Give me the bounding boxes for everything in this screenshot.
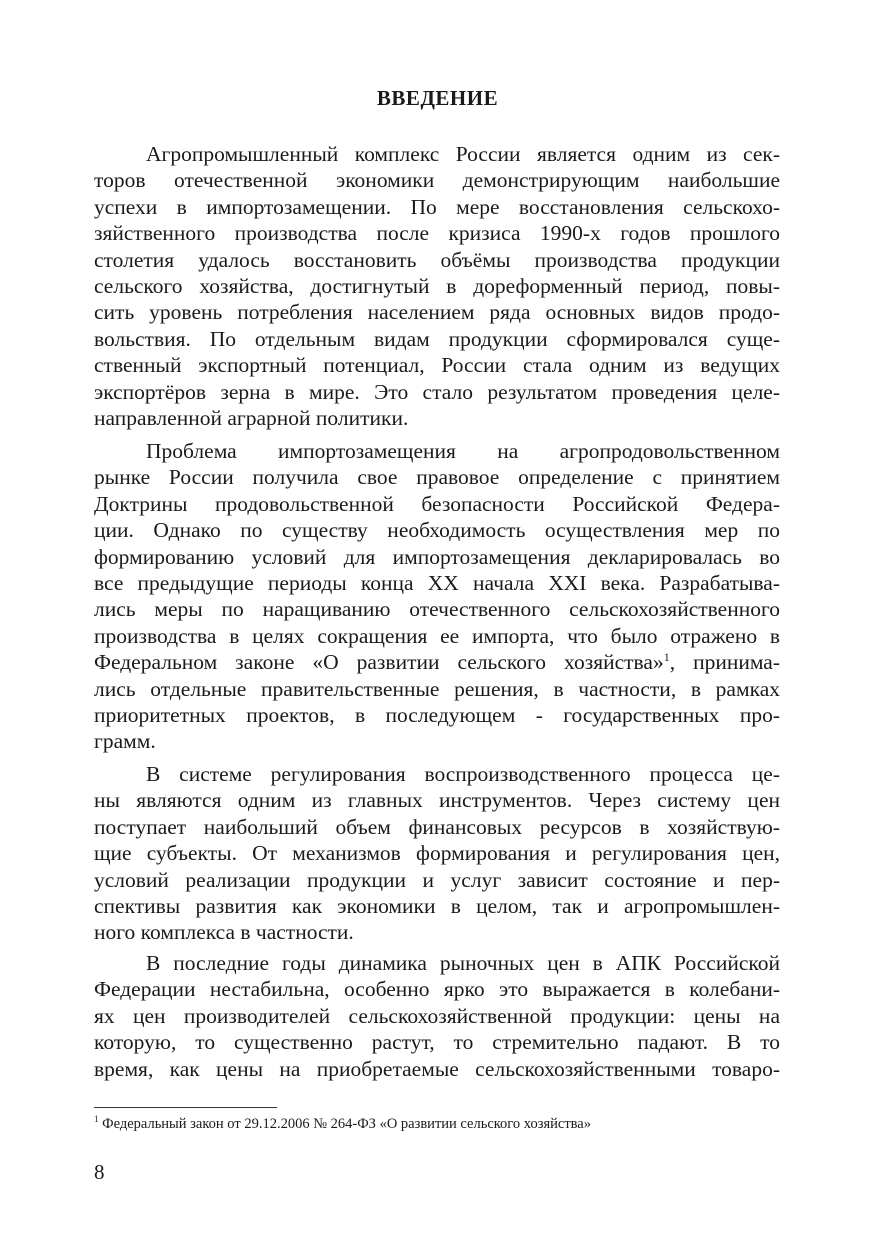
text-line: производства в целях сокращения ее импорта, что было отражено в <box>94 623 780 648</box>
text-line: ях цен производителей сельскохозяйственной продукции: цены на <box>94 1003 780 1028</box>
text-line: грамм. <box>94 729 156 754</box>
text-line: Агропромышленный комплекс России является одним из сек- <box>146 142 780 166</box>
text-segment: , принима- <box>669 650 781 675</box>
text-line: лись меры по наращиванию отечественного сельскохозяйственного <box>94 597 780 622</box>
text-line: В системе регулирования воспроизводственного процесса це- <box>146 762 780 786</box>
footnote-ref-mark[interactable]: 1 <box>663 650 670 665</box>
text-line: время, как цены на приобретаемые сельскохозяйственными товаро- <box>94 1056 780 1081</box>
paragraph-3 <box>94 761 780 946</box>
text-line: которую, то существенно растут, то стремительно падают. В то <box>94 1030 780 1055</box>
text-line-with-footnote-ref <box>94 649 780 675</box>
text-line: сельского хозяйства, достигнутый в дореформенный период, повы- <box>94 274 780 299</box>
text-line: Проблема импортозамещения на агропродовольственном <box>146 439 780 463</box>
text-line: В последние годы динамика рыночных цен в АПК Российской <box>146 951 780 975</box>
text-line: лись отдельные правительственные решения, в частности, в рамках <box>94 676 780 701</box>
text-line: зяйственного производства после кризиса 1990-х годов прошлого <box>94 221 780 246</box>
text-line: спективы развития как экономики в целом, так и агропромышлен- <box>94 894 780 919</box>
text-line: приоритетных проектов, в последующем - государственных про- <box>94 703 780 728</box>
text-line: рынке России получила свое правовое определение с принятием <box>94 465 780 490</box>
page-title: ВВЕДЕНИЕ <box>376 86 499 110</box>
footnote-separator <box>94 1107 277 1108</box>
footnote <box>94 1116 591 1133</box>
text-line: Доктрины продовольственной безопасности Российской Федера- <box>94 491 780 516</box>
footnote-mark: 1 <box>94 1114 99 1124</box>
text-line: формированию условий для импортозамещения декларировалась во <box>94 544 780 569</box>
text-line: направленной аграрной политики. <box>94 406 409 431</box>
text-line: успехи в импортозамещении. По мере восстановления сельскохо- <box>94 194 780 219</box>
footnote-text: Федеральный закон от 29.12.2006 № 264-ФЗ «О развитии сельского хозяйства» <box>102 1116 591 1132</box>
text-segment: Федеральном законе «О развитии сельского хозяйства» <box>94 650 664 675</box>
text-line: ции. Однако по существу необходимость осуществления мер по <box>94 518 780 543</box>
text-line: условий реализации продукции и услуг зависит состояние и пер- <box>94 867 780 892</box>
paragraph-4 <box>94 950 780 1082</box>
text-line: вольствия. По отдельным видам продукции сформировался суще- <box>94 326 780 351</box>
text-line: торов отечественной экономики демонстрирующим наибольшие <box>94 168 780 193</box>
text-line: Федерации нестабильна, особенно ярко это выражается в колебани- <box>94 977 780 1002</box>
text-line: экспортёров зерна в мире. Это стало результатом проведения целе- <box>94 379 780 404</box>
text-line: ственный экспортный потенциал, России стала одним из ведущих <box>94 353 780 378</box>
text-line: щие субъекты. От механизмов формирования и регулирования цен, <box>94 841 780 866</box>
text-line: ного комплекса в частности. <box>94 920 354 945</box>
text-line: сить уровень потребления населением ряда основных видов продо- <box>94 300 780 325</box>
paragraph-2 <box>94 438 780 755</box>
page-number: 8 <box>94 1160 105 1184</box>
text-line: ны являются одним из главных инструментов. Через систему цен <box>94 788 780 813</box>
paragraph-1 <box>94 141 780 431</box>
text-line: столетия удалось восстановить объёмы производства продукции <box>94 247 780 272</box>
text-line: поступает наибольший объем финансовых ресурсов в хозяйствую- <box>94 814 780 839</box>
text-line: все предыдущие периоды конца XX начала XXI века. Разрабатыва- <box>94 571 780 596</box>
